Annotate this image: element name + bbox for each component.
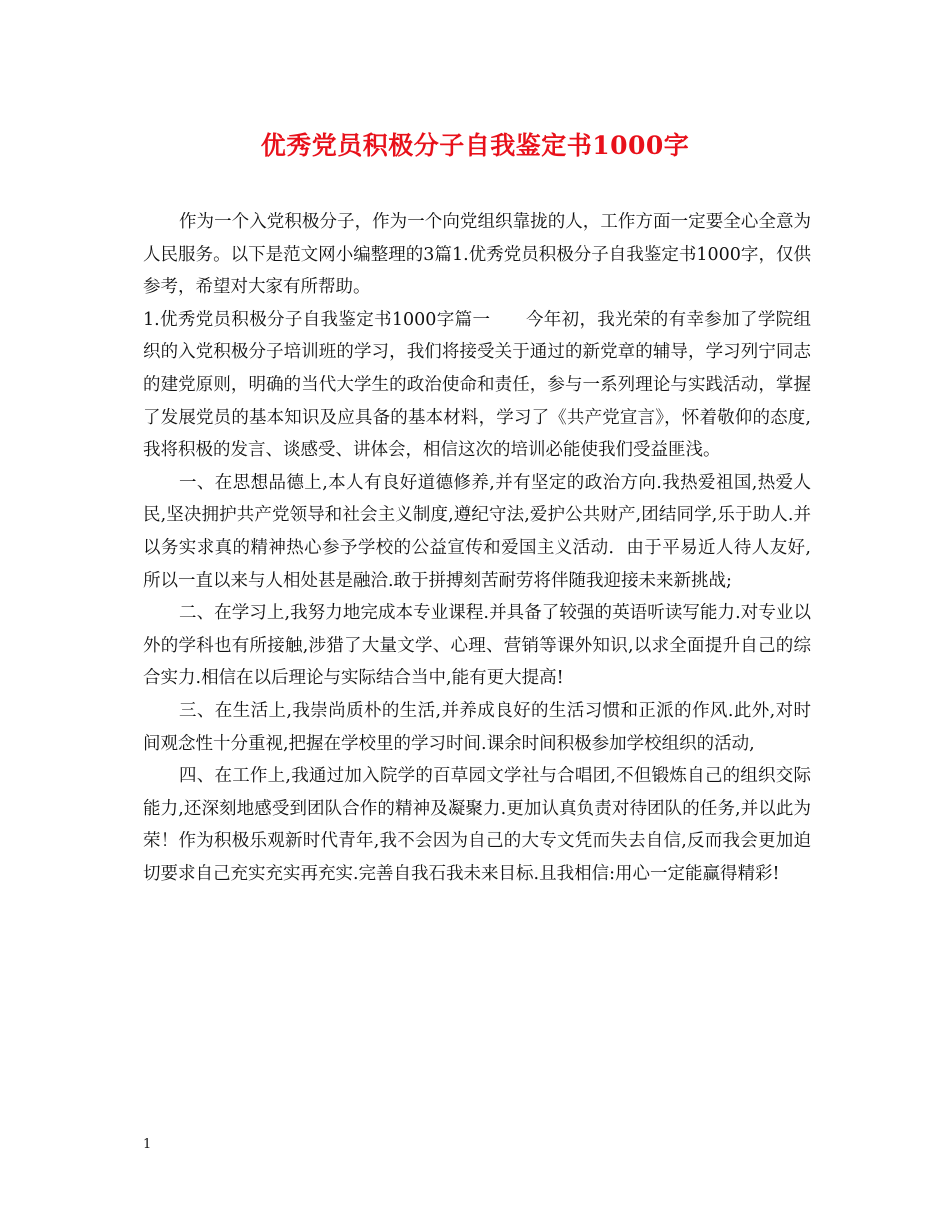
- document-title: 优秀党员积极分子自我鉴定书1000字: [260, 131, 690, 160]
- intro-paragraph: 作为一个入党积极分子，作为一个向党组织靠拢的人，工作方面一定要全心全意为人民服务。以下是范文网小编整理的3篇1.优秀党员积极分子自我鉴定书1000字，仅供参考，希望对大家有所帮助。: [143, 212, 811, 298]
- ideology-paragraph: 一、在思想品德上,本人有良好道德修养,并有坚定的政治方向.我热爱祖国,热爱人民,坚决拥护共产党领导和社会主义制度,遵纪守法,爱护公共财产,团结同学,乐于助人.并以务实求真的精神热心参予学校的公益宣传和爱国主义活动．由于平易近人待人友好,所以一直以来与人相处甚是融洽.敢于拼搏刻苦耐劳将伴随我迎接未来新挑战;: [143, 472, 811, 591]
- work-paragraph: 四、在工作上,我通过加入院学的百草园文学社与合唱团,不但锻炼自己的组织交际能力,还深刻地感受到团队合作的精神及凝聚力.更加认真负责对待团队的任务,并以此为荣！作为积极乐观新时代青年,我不会因为自己的大专文凭而失去自信,反而我会更加迫切要求自己充实充实再充实.完善自我石我未来目标.且我相信:用心一定能赢得精彩!: [143, 766, 811, 884]
- page-number: 1: [143, 1137, 152, 1152]
- life-paragraph: 三、在生活上,我崇尚质朴的生活,并养成良好的生活习惯和正派的作风.此外,对时间观念性十分重视,把握在学校里的学习时间.课余时间积极参加学校组织的活动,: [143, 700, 811, 754]
- document-body: [143, 206, 811, 890]
- article-one-paragraph: 1.优秀党员积极分子自我鉴定书1000字篇一 今年初，我光荣的有幸参加了学院组织的入党积极分子培训班的学习，我们将接受关于通过的新党章的辅导，学习列宁同志的建党原则，明确的当代大学生的政治使命和责任，参与一系列理论与实践活动，掌握了发展党员的基本知识及应具备的基本材料，学习了《共产党宣言》，怀着敬仰的态度,我将积极的发言、谈感受、讲体会，相信这次的培训必能使我们受益匪浅。: [143, 309, 811, 461]
- study-paragraph: 二、在学习上,我努力地完成本专业课程.并具备了较强的英语听读写能力.对专业以外的学科也有所接触,涉猎了大量文学、心理、营销等课外知识,以求全面提升自己的综合实力.相信在以后理论与实际结合当中,能有更大提高!: [143, 603, 811, 689]
